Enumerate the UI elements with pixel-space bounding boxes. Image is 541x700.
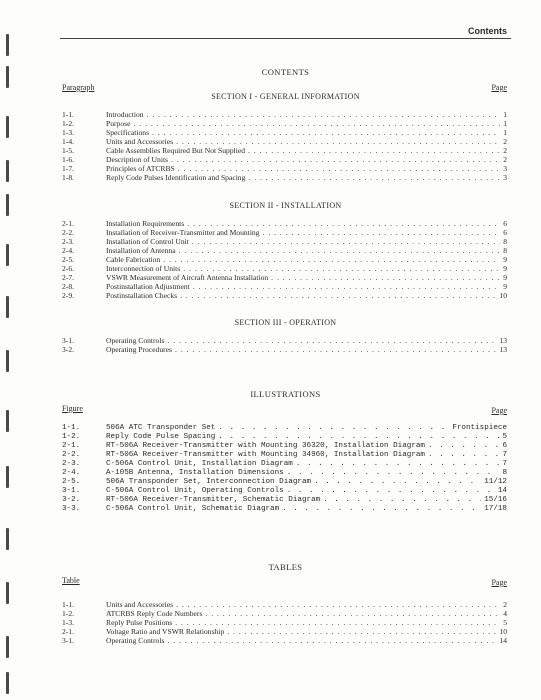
dot-leader [167, 336, 496, 345]
entry-number: 2-1. [62, 219, 75, 228]
toc-entry [62, 505, 507, 514]
dot-leader [176, 600, 500, 609]
toc-entry [62, 246, 507, 255]
binder-mark [6, 466, 9, 488]
toc-entry [62, 228, 507, 237]
section-heading: SECTION III - OPERATION [234, 318, 337, 327]
header-rule [60, 38, 511, 39]
entry-title: C-506A Control Unit, Installation Diagram [106, 460, 293, 468]
entry-number: 2-3. [62, 237, 75, 246]
entry-page: 4 [503, 609, 507, 618]
entry-title: Purpose [106, 119, 131, 128]
binder-mark [6, 350, 9, 372]
binder-mark [6, 244, 9, 266]
entry-title: Cable Fabrication [106, 255, 161, 264]
entry-page: 1 [503, 110, 507, 119]
dot-leader [147, 110, 501, 119]
entry-number: 1-6. [62, 155, 75, 164]
entry-number: 3-1. [62, 636, 75, 645]
entry-title: Postinstallation Adjustment [106, 282, 190, 291]
toc-entry [62, 609, 507, 618]
entry-title: RT-506A Receiver-Transmitter, Schematic Diagram [106, 496, 321, 504]
dot-leader [192, 237, 500, 246]
entry-page: 2 [503, 600, 507, 609]
entry-number: 2-2. [62, 451, 81, 459]
binder-mark [6, 582, 9, 604]
toc-entry [62, 618, 507, 627]
entry-title: Postinstallation Checks [106, 291, 178, 300]
entry-title: A-105B Antenna, Installation Dimensions [106, 469, 284, 477]
illustrations-title: ILLUSTRATIONS [250, 389, 321, 399]
dot-leader [180, 291, 496, 300]
toc-entry [62, 264, 507, 273]
entry-page: 6 [502, 442, 507, 450]
dot-leader [263, 228, 501, 237]
toc-entry [62, 442, 507, 451]
toc-entry [62, 273, 507, 282]
dot-leader [152, 128, 500, 137]
entry-number: 1-8. [62, 173, 75, 182]
entry-title: Units and Accessories [106, 600, 174, 609]
entry-title: Operating Controls [106, 336, 165, 345]
entry-title: Reply Code Pulse Spacing [106, 433, 216, 441]
entry-number: 2-3. [62, 460, 81, 468]
entry-number: 1-4. [62, 137, 75, 146]
entry-page: Frontispiece [452, 424, 507, 432]
entry-number: 1-2. [62, 119, 75, 128]
binder-mark [6, 66, 9, 88]
entry-title: Introduction [106, 110, 144, 119]
dot-leader [167, 636, 496, 645]
entry-page: 3 [503, 173, 507, 182]
entry-page: 8 [503, 246, 507, 255]
toc-entry [62, 433, 507, 442]
dot-leader [205, 609, 500, 618]
entry-title: RT-506A Receiver-Transmitter with Mounting 34960, Installation Diagram [106, 451, 425, 459]
entry-title: Voltage Ratio and VSWR Relationship [106, 627, 225, 636]
entry-page: 9 [503, 255, 507, 264]
entry-title: RT-506A Receiver-Transmitter with Mounting 36320, Installation Diagram [106, 442, 425, 450]
entry-title: Cable Assemblies Required But Not Supplied [106, 146, 245, 155]
dot-leader [163, 255, 500, 264]
toc-entry [62, 255, 507, 264]
toc-entry [62, 469, 507, 478]
entry-page: 5 [502, 433, 507, 441]
dot-leader [187, 219, 500, 228]
toc-entry [62, 291, 507, 300]
dot-leader [248, 146, 500, 155]
binder-mark [6, 672, 9, 694]
toc-entry [62, 173, 507, 182]
entry-page: 1 [503, 119, 507, 128]
entry-number: 2-5. [62, 478, 81, 486]
binder-mark [6, 34, 9, 56]
paragraph-column-head: Paragraph [62, 83, 95, 92]
dot-leader [179, 246, 501, 255]
entry-number: 1-5. [62, 146, 75, 155]
entry-page: 1 [503, 128, 507, 137]
entry-page: 11/12 [484, 478, 507, 486]
dot-leader [218, 433, 499, 442]
entry-number: 1-2. [62, 433, 81, 441]
entry-number: 2-1. [62, 442, 81, 450]
entry-page: 6 [503, 228, 507, 237]
entry-title: Operating Procedures [106, 345, 173, 354]
entry-number: 1-1. [62, 110, 75, 119]
entry-title: Description of Units [106, 155, 169, 164]
dot-leader [296, 460, 500, 469]
toc-entry [62, 600, 507, 609]
entry-title: C-506A Control Unit, Schematic Diagram [106, 505, 280, 513]
entry-page: 9 [503, 273, 507, 282]
dot-leader [428, 442, 499, 451]
entry-number: 2-4. [62, 246, 75, 255]
entry-page: 2 [503, 155, 507, 164]
entry-title: ATCRBS Reply Code Numbers [106, 609, 203, 618]
dot-leader [271, 273, 500, 282]
entry-title: C-506A Control Unit, Operating Controls [106, 487, 284, 495]
toc-entry [62, 237, 507, 246]
tables-title: TABLES [268, 562, 303, 572]
dot-leader [178, 164, 500, 173]
entry-number: 2-4. [62, 469, 81, 477]
entry-page: 3 [503, 164, 507, 173]
entry-title: Operating Controls [106, 636, 165, 645]
entry-number: 2-6. [62, 264, 75, 273]
page-column-head: Page [491, 83, 507, 92]
entry-number: 2-8. [62, 282, 75, 291]
toc-entry [62, 487, 507, 496]
entry-number: 1-2. [62, 609, 75, 618]
dot-leader [171, 155, 500, 164]
toc-entry [62, 496, 507, 505]
binder-mark [6, 296, 9, 318]
entry-page: 8 [503, 237, 507, 246]
toc-entry [62, 137, 507, 146]
running-head: Contents [468, 26, 507, 36]
entry-number: 3-1. [62, 336, 75, 345]
entry-page: 7 [502, 451, 507, 459]
entry-page: 13 [499, 336, 507, 345]
binder-mark [6, 116, 9, 138]
entry-number: 3-2. [62, 345, 75, 354]
toc-entry [62, 627, 507, 636]
entry-page: 14 [497, 487, 507, 495]
entry-page: 14 [499, 636, 507, 645]
entry-page: 15/16 [484, 496, 507, 504]
entry-page: 10 [499, 627, 507, 636]
entry-number: 2-1. [62, 627, 75, 636]
binder-mark [6, 194, 9, 216]
entry-page: 10 [499, 291, 507, 300]
figure-column-head: Figure [62, 404, 83, 413]
binder-mark [6, 528, 9, 550]
toc-entry [62, 636, 507, 645]
section-heading: SECTION I - GENERAL INFORMATION [211, 92, 360, 101]
toc-entry [62, 128, 507, 137]
page-column-head: Page [491, 406, 507, 415]
dot-leader [183, 264, 500, 273]
dot-leader [193, 282, 500, 291]
entry-page: 13 [499, 345, 507, 354]
entry-title: Reply Code Pulses Identification and Spacing [106, 173, 246, 182]
dot-leader [133, 119, 500, 128]
dot-leader [175, 345, 496, 354]
toc-list-section-1 [62, 110, 507, 182]
entry-number: 3-2. [62, 496, 81, 504]
entry-title: 506A ATC Transponder Set [106, 424, 216, 432]
illustrations-list [62, 424, 507, 514]
binder-mark [6, 410, 9, 432]
entry-page: 5 [503, 618, 507, 627]
entry-title: Installation Requirements [106, 219, 185, 228]
entry-title: Specifications [106, 128, 150, 137]
entry-number: 2-7. [62, 273, 75, 282]
entry-title: 506A Transponder Set, Interconnection Diagram [106, 478, 312, 486]
toc-entry [62, 336, 507, 345]
entry-number: 2-2. [62, 228, 75, 237]
toc-entry [62, 164, 507, 173]
entry-page: 2 [503, 137, 507, 146]
dot-leader [248, 173, 500, 182]
entry-number: 1-3. [62, 128, 75, 137]
entry-page: 9 [503, 282, 507, 291]
toc-entry [62, 219, 507, 228]
toc-entry [62, 155, 507, 164]
entry-title: Principles of ATCRBS [106, 164, 175, 173]
entry-title: Installation of Antenna [106, 246, 176, 255]
dot-leader [428, 451, 499, 460]
dot-leader [287, 487, 495, 496]
page-column-head: Page [491, 578, 507, 587]
entry-page: 8 [502, 469, 507, 477]
dot-leader [287, 469, 500, 478]
toc-entry [62, 424, 507, 433]
entry-page: 17/18 [484, 505, 507, 513]
entry-number: 2-5. [62, 255, 75, 264]
entry-number: 1-1. [62, 600, 75, 609]
entry-title: Reply Pulse Positions [106, 618, 173, 627]
entry-title: Installation of Control Unit [106, 237, 189, 246]
entry-page: 7 [502, 460, 507, 468]
entry-number: 1-7. [62, 164, 75, 173]
entry-number: 2-9. [62, 291, 75, 300]
binder-mark [6, 636, 9, 658]
toc-entry [62, 451, 507, 460]
dot-leader [227, 627, 496, 636]
toc-list-section-3 [62, 336, 507, 354]
entry-number: 3-3. [62, 505, 81, 513]
dot-leader [218, 424, 449, 433]
dot-leader [282, 505, 481, 514]
entry-number: 1-1. [62, 424, 81, 432]
toc-list-section-2 [62, 219, 507, 300]
entry-title: Interconnection of Units [106, 264, 181, 273]
dot-leader [323, 496, 481, 505]
entry-title: Units and Accessories [106, 137, 174, 146]
dot-leader [314, 478, 481, 487]
section-heading: SECTION II - INSTALLATION [229, 201, 342, 210]
entry-page: 9 [503, 264, 507, 273]
toc-entry [62, 110, 507, 119]
entry-page: 2 [503, 146, 507, 155]
dot-leader [176, 137, 500, 146]
binder-mark [6, 160, 9, 182]
dot-leader [175, 618, 500, 627]
entry-page: 6 [503, 219, 507, 228]
entry-title: Installation of Receiver-Transmitter and Mounting [106, 228, 260, 237]
toc-entry [62, 460, 507, 469]
entry-number: 1-3. [62, 618, 75, 627]
toc-entry [62, 146, 507, 155]
table-column-head: Table [62, 576, 80, 585]
toc-entry [62, 119, 507, 128]
tables-list [62, 600, 507, 645]
entry-title: VSWR Measurement of Aircraft Antenna Installation [106, 273, 269, 282]
toc-entry [62, 282, 507, 291]
toc-entry [62, 345, 507, 354]
entry-number: 3-1. [62, 487, 81, 495]
contents-title: CONTENTS [261, 67, 310, 77]
toc-entry [62, 478, 507, 487]
